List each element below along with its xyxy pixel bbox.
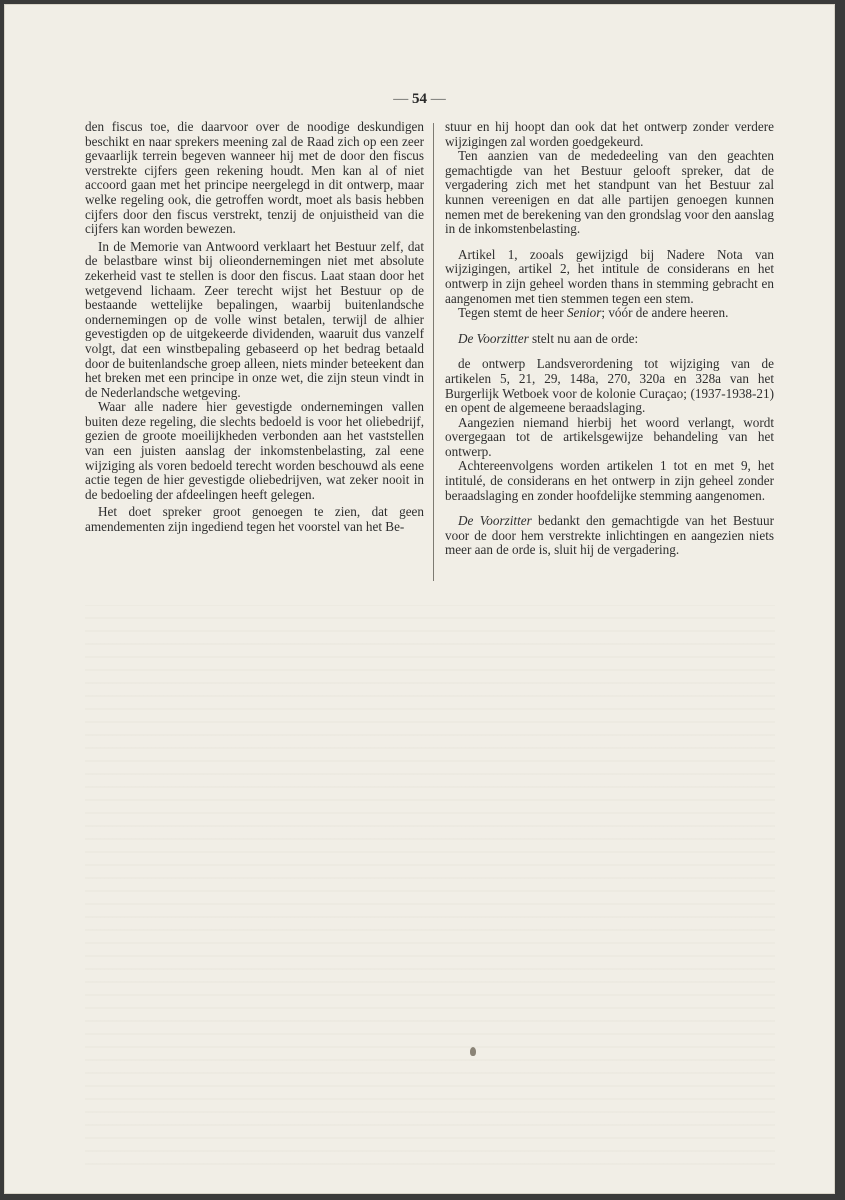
right-paragraph-9	[445, 514, 774, 558]
chairman-text: stelt nu aan de orde:	[528, 330, 639, 346]
page-number-value: 54	[412, 91, 427, 107]
closing-text: bedankt den gemachtigde van het Bestuur voor de door hem verstrekte inlichtingen en aangezien niets meer aan de orde is, sluit hij de vergadering.	[445, 513, 774, 558]
right-paragraph-2: Ten aanzien van de mededeeling van den geachten gemachtigde van het Bestuur gelooft spreker, dat de vergadering zich met het standpunt van het Bestuur zal kunnen vereenigen en dat alle partijen genoegen kunnen nemen met de berekening van den grondslag voor den aanslag in de inkomstenbelasting.	[445, 148, 774, 237]
page-number-dash-right: —	[430, 91, 446, 107]
left-paragraph-3: Waar alle nadere hier gevestigde ondernemingen vallen buiten deze regeling, die slechts bedoeld is voor het oliebedrijf, gezien de groote moeilijkheden verbonden aan het vaststellen van een juisten aanslag der inkomstenbelasting, zal eene wijziging als voren bedoeld terecht worden beschouwd als eene actie tegen de hier gevestigde oliebedrijven, wat zeker nooit in de bedoeling der afdeelingen heeft gelegen.	[85, 399, 424, 502]
chairman-name-closing: De Voorzitter	[458, 513, 532, 529]
left-paragraph-1: den fiscus toe, die daarvoor over de noodige deskundigen beschikt en naar sprekers meening zal de Raad zich op een zeer gevaarlijk terrein begeven wanneer hij met de door den fiscus verstrekte cijfers geen rekening houdt. Men kan al of niet accoord gaan met het principe neergelegd in dit ontwerp, maar welke regeling ook, die getroffen wordt, moet als basis hebben cijfers door den fiscus verstrekt, tenzij de onjuistheid van die cijfers kan worden bewezen.	[85, 119, 424, 237]
right-column	[445, 120, 774, 558]
page-number	[5, 91, 834, 108]
right-paragraph-8: Achtereenvolgens worden artikelen 1 tot en met 9, het intitulé, de considerans en het ontwerp in zijn geheel zonder beraadslaging en zonder hoofdelijke stemming aangenomen.	[445, 458, 774, 503]
left-paragraph-2: In de Memorie van Antwoord verklaart het Bestuur zelf, dat de belastbare winst bij olieondernemingen niet met absolute zekerheid vast te stellen is door den fiscus. Laat staan door het wetgevend lichaam. Zeer terecht wijst het Bestuur op de bestaande wettelijke bepalingen, waarbij buitenlandsche ondernemingen op de volle winst betalen, terwijl de alhier gevestigden op de uitgekeerde dividenden, waaruit dus vanzelf volgt, dat een winstbepaling gebaseerd op het bedrag betaald door de buitenlandsche groep alleen, niets minder beteekent dan het breken met een principe in onze wet, die zijn steun vindt in de Nederlandsche wetgeving.	[85, 238, 424, 400]
right-paragraph-5	[445, 332, 774, 347]
paper-speck	[470, 1047, 476, 1056]
voter-name: Senior	[566, 305, 602, 321]
left-paragraph-4: Het doet spreker groot genoegen te zien, dat geen amendementen zijn ingediend tegen het voorstel van het Be-	[85, 504, 424, 535]
left-column	[85, 120, 424, 535]
vote-text-before: Tegen stemt de heer	[458, 305, 567, 321]
right-paragraph-1: stuur en hij hoopt dan ook dat het ontwerp zonder verdere wijzigingen zal worden goedgekeurd.	[445, 119, 774, 149]
right-paragraph-4	[445, 306, 774, 321]
show-through-texture	[85, 605, 775, 1165]
page-number-dash-left: —	[393, 91, 409, 107]
right-paragraph-7: Aangezien niemand hierbij het woord verlangt, wordt overgegaan tot de artikelsgewijze behandeling van het ontwerp.	[445, 414, 774, 459]
vote-text-after: ; vóór de andere heeren.	[601, 305, 729, 321]
column-divider	[433, 123, 434, 581]
document-page	[4, 4, 835, 1194]
right-paragraph-6: de ontwerp Landsverordening tot wijziging van de artikelen 5, 21, 29, 148a, 270, 320a en 328a van het Burgerlijk Wetboek voor de kolonie Curaçao; (1937-1938-21) en opent de algemeene beraadslaging.	[445, 356, 774, 416]
right-paragraph-3: Artikel 1, zooals gewijzigd bij Nadere Nota van wijzigingen, artikel 2, het intitule de considerans en het ontwerp in zijn geheel worden thans in stemming gebracht en aangenomen met tien stemmen tegen een stem.	[445, 246, 774, 306]
chairman-name: De Voorzitter	[458, 330, 529, 346]
